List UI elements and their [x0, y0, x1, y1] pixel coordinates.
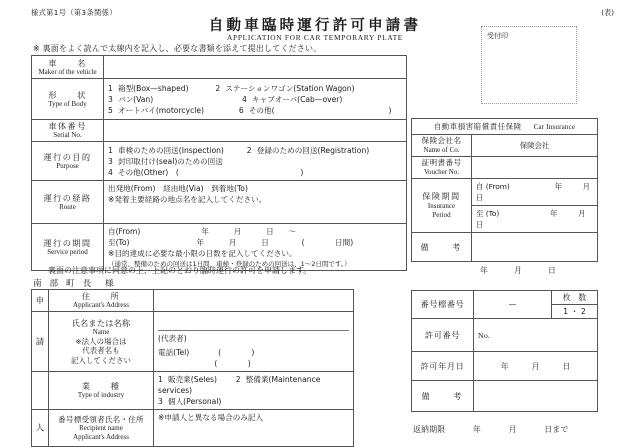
- table-row-permit-number: [412, 319, 598, 352]
- option-number: 1: [158, 375, 163, 384]
- label-maker: [32, 56, 104, 79]
- label-insurance-period-jp: 保険期間: [422, 191, 461, 201]
- label-insurance-company-en: Name of Co.: [423, 145, 460, 154]
- option-number: 3: [158, 397, 163, 406]
- field-insurance-remarks-value[interactable]: [472, 233, 598, 262]
- submission-date-line[interactable]: [480, 265, 556, 276]
- label-insurance-remarks-jp: 備 考: [420, 241, 463, 252]
- submission-date-day: 日: [547, 266, 557, 275]
- option-number: 1: [108, 145, 113, 155]
- insurance-table: [411, 118, 598, 262]
- applicant-vertical-label-1: 申: [32, 290, 49, 312]
- insurance-period-to-day-row: [476, 219, 593, 230]
- label-purpose: [32, 142, 104, 181]
- addressee-label: 南 部 町 長 様: [33, 279, 117, 289]
- applicant-tel-row[interactable]: [158, 347, 349, 358]
- table-row-route: [32, 181, 407, 224]
- insurance-period-to-label: 至 (To): [476, 209, 500, 218]
- label-applicant-name-en: Name: [92, 328, 110, 337]
- label-route-jp: 運行の経路: [43, 192, 92, 203]
- body-type-option-row-1: [108, 83, 402, 94]
- insurance-period-from-year: 年: [554, 182, 562, 191]
- purpose-option-row-1: [108, 145, 402, 156]
- option-label-cab-over[interactable]: キャブオーバ(Cab—over): [252, 94, 343, 104]
- submission-date-month: 月: [513, 266, 523, 275]
- insurance-period-from-day: 日: [476, 193, 484, 202]
- receipt-stamp-box: [481, 26, 577, 104]
- option-label-other[interactable]: その他(Other) ( ): [118, 167, 304, 177]
- field-applicant-name-block: [154, 312, 354, 372]
- option-label-station-wagon[interactable]: ステーションワゴン(Station Wagon): [225, 83, 355, 93]
- field-serial-value[interactable]: [104, 120, 407, 142]
- table-row-service-period: [32, 224, 407, 271]
- field-sheets-value[interactable]: 1 ・ 2: [552, 305, 598, 319]
- applicant-tel-row-2[interactable]: [158, 358, 349, 369]
- top-notice-text: ※ 裏面をよく読んで太線内を記入し、必要な書類を添えて提出してください。: [33, 44, 322, 53]
- field-permit-remarks-value[interactable]: [474, 381, 598, 412]
- body-type-option-row-2: [108, 94, 402, 105]
- option-label-seal[interactable]: 封印取付け(seal)のための回送: [118, 156, 223, 166]
- option-number: 2: [246, 145, 252, 155]
- insurance-period-from-row: [476, 181, 593, 192]
- insurance-period-from-month: 月: [582, 182, 591, 191]
- table-row-body-type: [32, 79, 407, 120]
- label-permit-number: [412, 319, 474, 352]
- field-service-period: [104, 224, 407, 271]
- table-row-applicant-address: [32, 290, 354, 312]
- label-insurance-voucher-jp: 証明書番号: [421, 158, 462, 168]
- table-row-insurance-period-from: [412, 179, 598, 206]
- option-label-box[interactable]: 箱型(Box—shaped): [118, 83, 189, 93]
- receipt-stamp-label: 受付印: [487, 32, 508, 40]
- label-body-type-jp: 形 状: [48, 89, 87, 100]
- label-applicant-industry-jp: 業 種: [81, 381, 121, 391]
- label-applicant-recipient-jp: 番号標受領者氏名・住所: [58, 414, 144, 424]
- service-period-tilde: ～: [288, 227, 297, 236]
- label-body-type: [32, 79, 104, 120]
- applicant-tel-label: 電話(Tel): [158, 348, 190, 357]
- field-maker-value[interactable]: [104, 56, 407, 79]
- service-period-from-day: 日: [266, 227, 274, 236]
- route-note-line: ※発着主要経路の地点名を記入してください。: [108, 195, 267, 204]
- field-purpose-options: [104, 142, 407, 181]
- return-deadline-month: 月: [508, 425, 517, 434]
- industry-option-row-2: [158, 396, 349, 407]
- purpose-option-row-3: [108, 167, 402, 178]
- route-points-line: 出発地(From) 経由地(Via) 到着地(To): [108, 184, 248, 193]
- permit-date-month: 月: [531, 361, 540, 371]
- insurance-period-to-day: 日: [476, 220, 484, 229]
- label-purpose-jp: 運行の目的: [43, 151, 92, 162]
- insurance-period-from-day-row: [476, 192, 593, 203]
- applicant-tel-paren-1: ( ): [218, 348, 255, 357]
- label-plate-number-jp: 番号標番号: [420, 299, 465, 310]
- insurance-heading-en: Car Insurance: [533, 123, 576, 131]
- label-route-en: Route: [59, 202, 76, 211]
- applicant-representative-label[interactable]: (代表者): [158, 330, 349, 344]
- service-period-to-day: 日: [261, 238, 269, 247]
- label-permit-number-jp: 許可番号: [424, 329, 461, 340]
- label-insurance-voucher-en: Voucher No.: [423, 167, 460, 176]
- field-route-value[interactable]: [104, 181, 407, 224]
- insurance-heading: [412, 119, 598, 135]
- label-insurance-company-jp: 保険会社名: [421, 136, 462, 146]
- label-applicant-recipient-en1: Recipient name: [79, 423, 123, 432]
- table-row-applicant-recipient: [32, 410, 354, 447]
- service-period-from-line[interactable]: [108, 226, 402, 237]
- applicant-table: [31, 289, 354, 447]
- option-number: 4: [242, 94, 247, 104]
- option-number: 5: [108, 105, 113, 115]
- field-body-type-options: [104, 79, 407, 120]
- label-applicant-name-jp2: ※法人の場合は: [75, 337, 127, 347]
- label-permit-remarks: [412, 381, 474, 412]
- label-applicant-address: [49, 290, 154, 312]
- label-applicant-address-jp: 住 所: [81, 291, 121, 301]
- table-row-maker: [32, 56, 407, 79]
- page-subtitle: APPLICATION FOR CAR TEMPORARY PLATE: [226, 33, 404, 42]
- field-insurance-voucher-value[interactable]: [472, 157, 598, 179]
- option-label-personal[interactable]: 個人(Personal): [168, 397, 222, 406]
- label-applicant-address-en: Applicant's Address: [73, 301, 129, 310]
- option-number: 3: [108, 94, 113, 104]
- field-insurance-period-from[interactable]: [472, 179, 598, 206]
- applicant-vertical-label-2: 請: [32, 312, 49, 372]
- option-number: 4: [108, 167, 113, 177]
- label-permit-remarks-jp: 備 考: [421, 390, 464, 401]
- option-number: 2: [235, 375, 241, 384]
- purpose-option-row-2: [108, 156, 402, 167]
- return-deadline-year: 年: [472, 425, 482, 434]
- label-insurance-period-en2: Period: [432, 210, 451, 219]
- service-period-to-month: 月: [228, 238, 237, 247]
- table-row-serial: [32, 120, 407, 142]
- option-label-inspection[interactable]: 車検のための回送(Inspection): [118, 145, 224, 155]
- label-insurance-period: [412, 179, 472, 233]
- table-row-insurance-company: [412, 135, 598, 157]
- table-row-applicant-name: [32, 312, 354, 372]
- label-applicant-recipient-en2: Applicant's Address: [73, 432, 129, 441]
- service-period-to-line[interactable]: [108, 237, 402, 248]
- service-period-from-year: 年: [201, 227, 209, 236]
- label-purpose-en: Purpose: [56, 161, 79, 170]
- option-label-other[interactable]: その他( ): [248, 105, 392, 115]
- label-service-period-en: Service period: [47, 247, 88, 256]
- label-applicant-name: [49, 312, 154, 372]
- label-maker-en: Maker of the vehicle: [38, 67, 97, 76]
- option-label-registration[interactable]: 登録のための回送(Registration): [256, 145, 370, 155]
- service-period-from-month: 月: [233, 227, 242, 236]
- service-period-to-label: 至(To): [108, 238, 130, 247]
- option-number: 2: [215, 83, 221, 93]
- service-period-to-year: 年: [196, 238, 204, 247]
- label-insurance-company: [412, 135, 472, 157]
- applicant-tel-paren-2: ( ): [214, 359, 251, 368]
- insurance-heading-jp: 自動車損害賠償責任保険: [433, 122, 522, 131]
- label-applicant-name-jp1: 氏名または名称: [71, 318, 131, 329]
- insurance-period-to-row: [476, 208, 593, 219]
- table-row-purpose: [32, 142, 407, 181]
- option-label-van[interactable]: バン(Van): [118, 94, 154, 104]
- label-applicant-recipient: [49, 410, 154, 447]
- label-maker-jp: 車 名: [48, 57, 87, 68]
- label-applicant-name-jp3: 代表者名も: [82, 346, 120, 356]
- option-label-maintenance[interactable]: 整備業(Maintenance services): [158, 375, 321, 395]
- label-insurance-voucher: [412, 157, 472, 179]
- applicant-vertical-label-3: 人: [32, 410, 49, 447]
- field-insurance-period-to[interactable]: [472, 206, 598, 233]
- vehicle-info-table: [31, 55, 407, 271]
- insurance-period-to-year: 年: [550, 209, 558, 218]
- service-period-note-2: （通常、整備のための回送は1日間、車検・登録のための回送は、1～2日間です。）: [108, 260, 351, 268]
- return-deadline-label: 返納期限: [413, 425, 446, 434]
- label-insurance-remarks: [412, 233, 472, 262]
- label-route: [32, 181, 104, 224]
- return-deadline-line[interactable]: [413, 424, 569, 435]
- option-number: 6: [238, 105, 244, 115]
- field-applicant-industry-options: [154, 372, 354, 410]
- side-marker-label: (表): [601, 8, 614, 17]
- permit-table: [411, 290, 598, 412]
- table-row-insurance-remarks: [412, 233, 598, 262]
- field-plate-number-value[interactable]: —: [474, 291, 552, 319]
- label-serial-en: Serial No.: [53, 131, 82, 140]
- label-permit-date-jp: 許可年月日: [420, 360, 465, 371]
- label-applicant-industry-en: Type of industry: [77, 391, 125, 400]
- table-row-permit-date: [412, 352, 598, 381]
- permit-number-prefix: No.: [478, 330, 491, 340]
- insurance-period-to-month: 月: [578, 209, 586, 218]
- label-serial: [32, 120, 104, 142]
- label-plate-number: [412, 291, 474, 319]
- field-permit-date-value[interactable]: [474, 352, 598, 381]
- insurance-period-from-label: 自 (From): [476, 182, 510, 191]
- label-serial-jp: 車体番号: [48, 121, 87, 131]
- label-permit-date: [412, 352, 474, 381]
- permit-date-day: 日: [562, 361, 571, 371]
- field-applicant-address-value[interactable]: [154, 290, 354, 312]
- option-label-sales[interactable]: 販売業(Seles): [168, 375, 217, 384]
- industry-option-row-1: [158, 374, 349, 396]
- label-applicant-industry: [49, 372, 154, 410]
- submission-date-year: 年: [480, 266, 489, 275]
- option-label-motorcycle[interactable]: オートバイ(motorcycle): [118, 105, 204, 115]
- service-period-note-1: ※目的達成に必要な最小限の日数を記入してください。: [108, 249, 297, 258]
- return-deadline-day: 日まで: [544, 425, 569, 434]
- table-row-insurance-heading: [412, 119, 598, 135]
- field-permit-number-value[interactable]: [474, 319, 598, 352]
- label-service-period-jp: 運行の期間: [43, 237, 92, 248]
- application-statement: 裏面の注意事項に同意の上、上記のとおり臨時運行の許可を申請します。: [48, 266, 312, 275]
- field-applicant-recipient-value[interactable]: [154, 410, 354, 447]
- body-type-option-row-3: [108, 105, 402, 116]
- service-period-days-count[interactable]: ( 日間): [301, 238, 354, 247]
- label-body-type-en: Type of Body: [48, 99, 87, 108]
- table-row-plate-number: [412, 291, 598, 305]
- applicant-recipient-note: ※申請人と異なる場合のみ記入: [158, 413, 264, 422]
- option-number: 3: [108, 156, 113, 166]
- page-title: 自動車臨時運行許可申請書: [208, 18, 422, 34]
- table-row-permit-remarks: [412, 381, 598, 412]
- label-sheets: 枚 数: [552, 291, 598, 305]
- field-insurance-company-value[interactable]: 保険会社: [472, 135, 598, 157]
- service-period-from-label: 自(From): [108, 227, 141, 236]
- table-row-insurance-voucher: [412, 157, 598, 179]
- label-insurance-period-en1: Insurance: [427, 201, 456, 210]
- applicant-vertical-spacer: [32, 372, 49, 410]
- label-service-period: [32, 224, 104, 271]
- permit-date-year: 年: [500, 361, 509, 371]
- table-row-applicant-industry: [32, 372, 354, 410]
- option-number: 1: [108, 83, 113, 93]
- label-applicant-name-jp4: 記入してください: [71, 355, 131, 365]
- form-number-label: 様式第1号（第3条関係）: [31, 8, 117, 17]
